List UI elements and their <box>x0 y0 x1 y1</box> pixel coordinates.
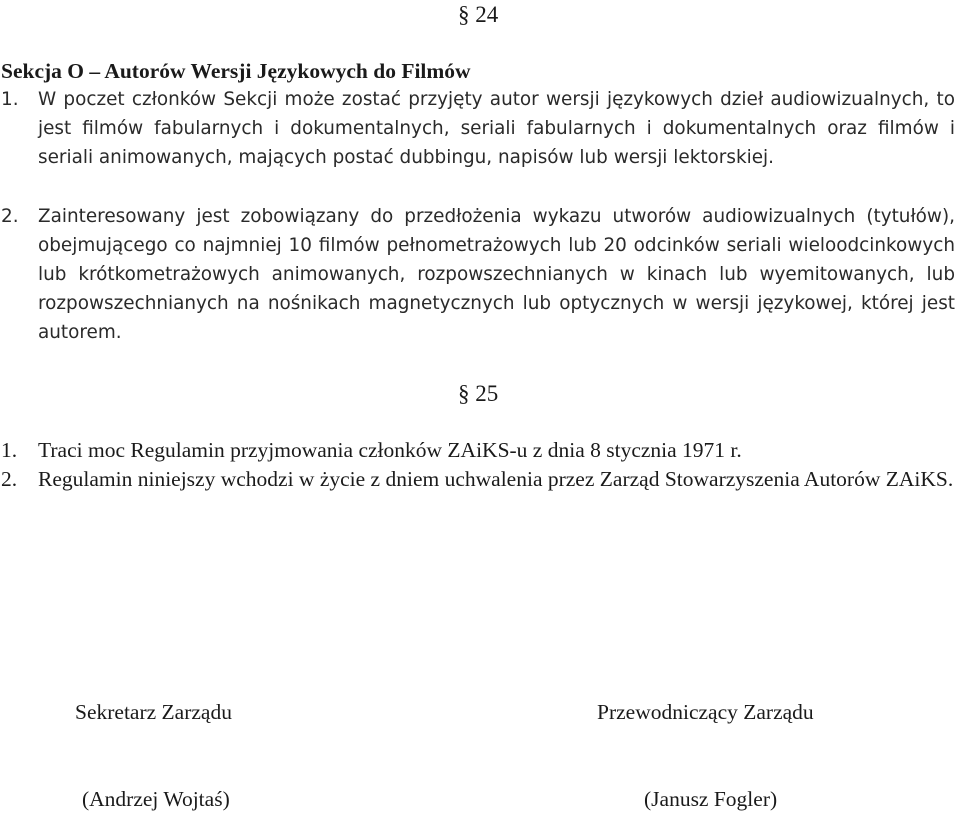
item-text: W poczet członków Sekcji może zostać przyjęty autor wersji językowych dzieł audiowizualnych, to jest filmów fabularnych i dokumentalnych, seriali fabularnych i dokumentalnych oraz filmów i seriali animowanych, mających postać dubbingu, napisów lub wersji lektorskiej. <box>38 89 955 168</box>
item-text: Zainteresowany jest zobowiązany do przedłożenia wykazu utworów audiowizualnych (tytułów), obejmującego co najmniej 10 filmów pełnometrażowych lub 20 odcinków seriali wieloodcinkowych lub krótkometrażowych animowanych, rozpowszechnianych w kinach lub wyemitowanych, lub rozpowszechnianych na nośnikach magnetycznych lub optycznych w wersji językowej, której jest autorem. <box>38 206 955 343</box>
signature-title-chairman: Przewodniczący Zarządu <box>597 700 814 724</box>
section-25-item-2 <box>0 462 955 497</box>
section-24-item-2 <box>0 202 955 347</box>
item-text: Regulamin niniejszy wchodzi w życie z dniem uchwalenia przez Zarząd Stowarzyszenia Autorów ZAiKS. <box>38 467 954 491</box>
section-mark-24: § 24 <box>458 2 499 27</box>
section-mark-25: § 25 <box>458 381 499 406</box>
signature-title-secretary: Sekretarz Zarządu <box>75 700 232 724</box>
section-heading: Sekcja O – Autorów Wersji Językowych do Filmów <box>1 59 471 83</box>
signature-name-secretary: (Andrzej Wojtaś) <box>82 787 230 811</box>
item-number: 2. <box>1 467 18 491</box>
item-number: 2. <box>1 206 19 227</box>
item-text: Traci moc Regulamin przyjmowania członków ZAiKS-u z dnia 8 stycznia 1971 r. <box>38 438 742 462</box>
item-number: 1. <box>1 89 19 110</box>
section-24-item-1 <box>0 85 955 172</box>
signature-name-chairman: (Janusz Fogler) <box>644 787 778 811</box>
item-number: 1. <box>1 438 18 462</box>
